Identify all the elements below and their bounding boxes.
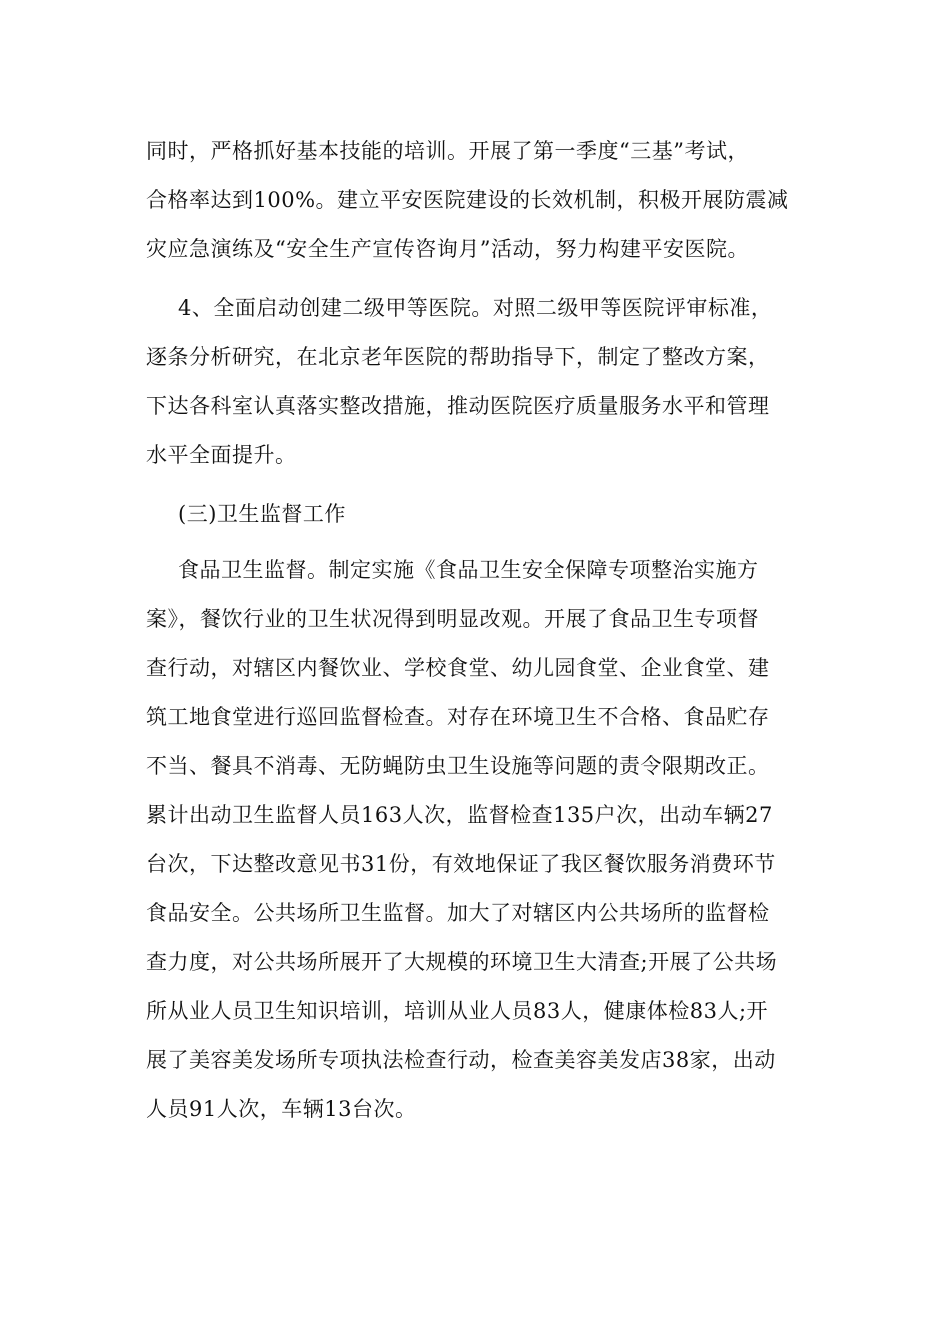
text-line: 台次，下达整改意见书31份，有效地保证了我区餐饮服务消费环节 (146, 852, 776, 876)
text-line: 水平全面提升。 (146, 443, 297, 467)
text-line: 案》，餐饮行业的卫生状况得到明显改观。开展了食品卫生专项督 (146, 607, 759, 631)
text-line: 同时，严格抓好基本技能的培训。开展了第一季度“三基”考试， (146, 139, 749, 163)
text-line: 灾应急演练及“安全生产宣传咨询月”活动，努力构建平安医院。 (146, 237, 749, 261)
text-line: 逐条分析研究，在北京老年医院的帮助指导下，制定了整改方案， (146, 345, 770, 369)
text-line: 下达各科室认真落实整改措施，推动医院医疗质量服务水平和管理 (146, 394, 770, 418)
paragraph-start-line: 4、全面启动创建二级甲等医院。对照二级甲等医院评审标准， (178, 296, 773, 320)
text-line: 筑工地食堂进行巡回监督检查。对存在环境卫生不合格、食品贮存 (146, 705, 770, 729)
text-line: 合格率达到100%。建立平安医院建设的长效机制，积极开展防震减 (146, 188, 789, 212)
text-line: 查行动，对辖区内餐饮业、学校食堂、幼儿园食堂、企业食堂、建 (146, 656, 770, 680)
text-line: 食品安全。公共场所卫生监督。加大了对辖区内公共场所的监督检 (146, 901, 770, 925)
text-line: 人员91人次，车辆13台次。 (146, 1097, 417, 1121)
text-line: 不当、餐具不消毒、无防蝇防虫卫生设施等问题的责令限期改正。 (146, 754, 770, 778)
text-line: 查力度，对公共场所展开了大规模的环境卫生大清查;开展了公共场 (146, 950, 778, 974)
text-line: 所从业人员卫生知识培训，培训从业人员83人，健康体检83人;开 (146, 999, 769, 1023)
text-line: 展了美容美发场所专项执法检查行动，检查美容美发店38家，出动 (146, 1048, 776, 1072)
text-line: 累计出动卫生监督人员163人次，监督检查135户次，出动车辆27 (146, 803, 773, 827)
paragraph-start-line: 食品卫生监督。制定实施《食品卫生安全保障专项整治实施方 (178, 558, 759, 582)
section-heading: (三)卫生监督工作 (178, 502, 346, 526)
